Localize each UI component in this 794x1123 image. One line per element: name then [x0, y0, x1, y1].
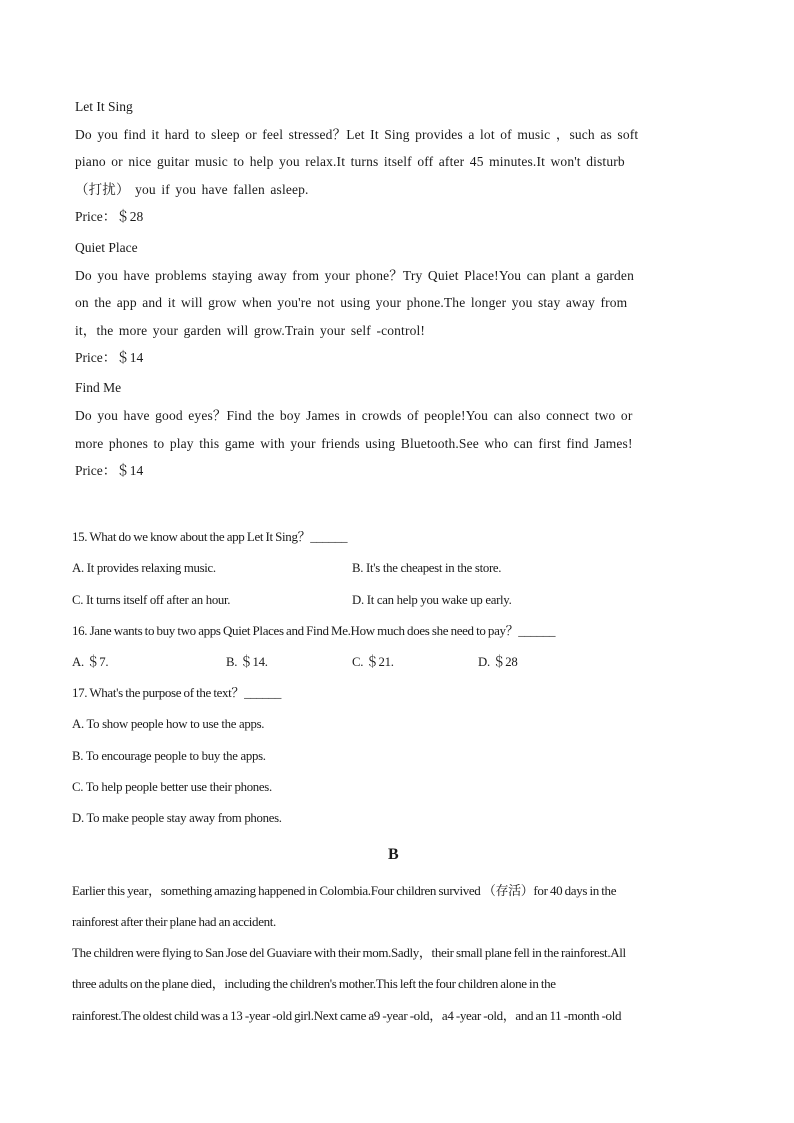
question-17-option-a: A. To show people how to use the apps. [72, 717, 265, 731]
section-b-heading: B [388, 846, 399, 863]
question-17-option-c: C. To help people better use their phones. [72, 780, 272, 794]
question-15-option-d: D. It can help you wake up early. [352, 593, 512, 607]
app-description-line: Do you find it hard to sleep or feel stressed？Let It Sing provides a lot of music ，such as soft [75, 127, 639, 142]
app-price: Price：＄28 [75, 209, 144, 224]
question-15-option-a: A. It provides relaxing music. [72, 561, 216, 575]
question-15-stem: 15. What do we know about the app Let It Sing？______ [72, 529, 348, 544]
app-name-quiet-place: Quiet Place [75, 240, 138, 255]
question-17-option-d: D. To make people stay away from phones. [72, 811, 282, 825]
app-name-find-me: Find Me [75, 380, 122, 395]
app-description-line: more phones to play this game with your friends using Bluetooth.See who can first find James! [75, 436, 633, 451]
question-17-option-b: B. To encourage people to buy the apps. [72, 749, 266, 763]
app-price: Price：＄14 [75, 350, 144, 365]
section-b-line: Earlier this year，something amazing happened in Colombia.Four children survived （存活）for 40 days in the [72, 883, 617, 898]
section-b-line: three adults on the plane died，including the children's mother.This left the four children alone in the [72, 976, 556, 991]
question-15-option-c: C. It turns itself off after an hour. [72, 593, 231, 607]
app-description-line: it，the more your garden will grow.Train your self -control! [75, 323, 426, 338]
app-description-line: Do you have good eyes？Find the boy James in crowds of people!You can also connect two or [75, 408, 633, 423]
app-description-line: on the app and it will grow when you're not using your phone.The longer you stay away from [75, 295, 628, 310]
app-name-let-it-sing: Let It Sing [75, 99, 133, 114]
section-b-line: The children were flying to San Jose del Guaviare with their mom.Sadly，their small plane fell in the rainforest.All [72, 945, 626, 960]
question-17-stem: 17. What's the purpose of the text？______ [72, 685, 281, 700]
question-16-option-a: A. ＄7. [72, 655, 109, 669]
section-b-line: rainforest after their plane had an accident. [72, 914, 276, 929]
question-16-option-c: C. ＄21. [352, 655, 394, 669]
question-16-stem: 16. Jane wants to buy two apps Quiet Places and Find Me.How much does she need to pay？______ [72, 623, 556, 638]
app-description-line: Do you have problems staying away from your phone？Try Quiet Place!You can plant a garden [75, 268, 634, 283]
question-15-option-b: B. It's the cheapest in the store. [352, 561, 502, 575]
app-price: Price：＄14 [75, 463, 144, 478]
app-description-line: piano or nice guitar music to help you relax.It turns itself off after 45 minutes.It won't disturb [75, 154, 625, 169]
section-b-line: rainforest.The oldest child was a 13 -year -old girl.Next came a9 -year -old，a4 -year -old，and an 11 -month -old [72, 1008, 622, 1023]
app-description-line: （打扰） you if you have fallen asleep. [75, 182, 309, 197]
question-16-option-d: D. ＄28 [478, 655, 518, 669]
question-16-option-b: B. ＄14. [226, 655, 268, 669]
